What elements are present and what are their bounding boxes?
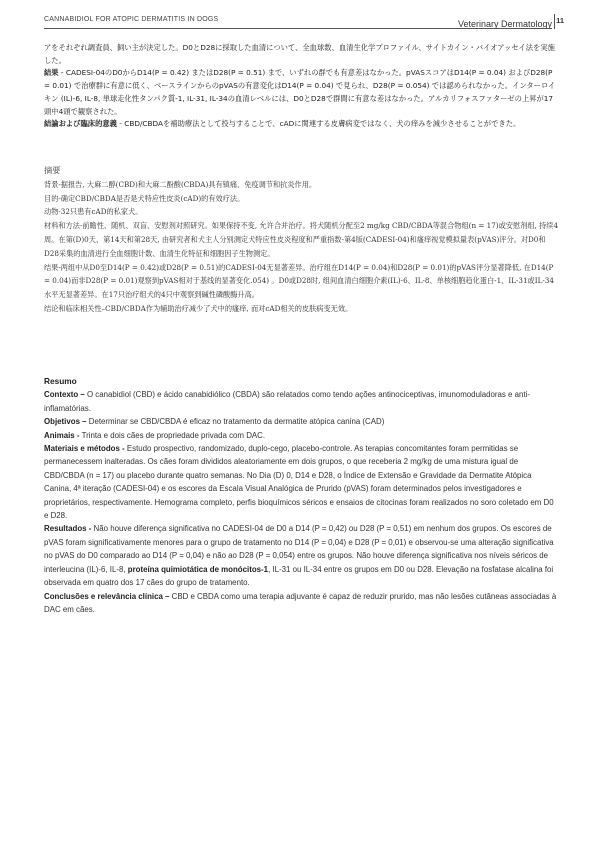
- jp-conclusions-label: 結論および臨床的意義: [44, 119, 117, 129]
- japanese-abstract: [44, 42, 559, 131]
- pt-objectives-text: Determinar se CBD/CBDA é eficaz no tratamento da dermatite atópica canina (CAD): [86, 417, 385, 427]
- pt-title: Resumo: [44, 376, 77, 386]
- journal-name: Veterinary Dermatology: [457, 19, 552, 29]
- pt-objectives-label: Objetivos –: [44, 417, 87, 427]
- pt-results-label: Resultados -: [44, 524, 92, 534]
- jp-results: [44, 67, 559, 118]
- pt-methods: [44, 442, 559, 522]
- chinese-abstract: [44, 164, 559, 316]
- cn-animals: 动物-32只患有cAD的私家犬。: [44, 207, 143, 217]
- pt-animals: [44, 429, 559, 442]
- cn-background: 背景-据报告, 大麻二醇(CBD)和大麻二酚酸(CBDA)具有镇痛、免疫调节和抗炎作用。: [44, 179, 317, 189]
- running-head: [44, 12, 564, 34]
- pt-conclusions-text: CBD e CBDA como uma terapia adjuvante é capaz de reduzir prurido, mas não lesões cutâneas associadas à DAC em cães.: [44, 591, 557, 614]
- jp-results-label: 結果: [44, 68, 59, 78]
- jp-conclusions-text: - CBD/CBDAを補助療法として投与することで、cADに関連する皮膚病変ではなく、犬の痒みを減少させることができた。: [116, 119, 521, 129]
- page-number: 11: [556, 16, 564, 25]
- cn-objective: 目的-确定CBD/CBDA是否是犬特应性皮炎(cAD)的有效疗法。: [44, 193, 245, 203]
- portuguese-abstract: [44, 375, 559, 616]
- pt-results-text-a: Não houve diferença significativa no CADESI-04 de D0 a D14 (P = 0,42) ou D28 (P = 0,51) em nenhum dos grupos. Os escores de pVAS foram significativamente menores para o grupo de tratamento no D14 (P = 0,04) e D28 (P = 0,01) e observou-se uma alteração significativa no pVAS do D0 comparado ao D14 (P = 0,04) e não ao D28 (P = 0,054) entre os grupos. Não houve diferença significativa nos níveis séricos de interleucina (IL)-6, IL-8,: [44, 524, 554, 574]
- pt-results: [44, 522, 559, 589]
- header-tick: [554, 14, 555, 29]
- pt-context: [44, 388, 559, 415]
- jp-conclusions: [44, 118, 559, 131]
- pt-conclusions-label: Conclusões e relevância clínica –: [44, 591, 170, 601]
- cn-methods: 材料和方法-前瞻性、随机、双盲、安慰剂对照研究。如果保持不变, 允许合并治疗。将犬随机分配至2 mg/kg CBD/CBDA等混合物组(n = 17)或安慰剂组, 持续4周。在第(D)0天、第14天和第28天, 由研究者和犬主人分别测定犬特应性皮炎程度和严重指数-第4版(CADESI-04)和瘙痒视觉模拟量表(pVAS)评分。对D0和D28采集的血清进行全血细胞计数、血清生化特征和细胞因子生物测定。: [44, 221, 559, 258]
- pt-methods-label: Materiais e métodos -: [44, 444, 125, 454]
- cn-conclusions: 结论和临床相关性–CBD/CBDA作为辅助治疗减少了犬中的瘙痒, 而对cAD相关的皮肤病变无效。: [44, 303, 353, 313]
- pt-animals-text: Trinta e dois cães de propriedade privada com DAC.: [79, 430, 266, 440]
- pt-methods-text: Estudo prospectivo, randomizado, duplo-cego, placebo-controle. As terapias concomitantes foram permitidas se permanecessem inalteradas. Os cães foram divididos aleatoriamente em dois grupos, o que receberia 2 mg/kg de uma mistura igual de CBD/CBDA (n = 17) ou placebo durante quatro semanas. No Dia (D) 0, D14 e D28, o Índice de Extensão e Gravidade da Dermatite Atópica Canina, 4ª iteração (CADESI-04) e os escores da Escala Visual Analógica de Prurido (pVAS) foram determinados pelos investigadores e proprietários, respectivamente. Hemograma completo, perfis bioquímicos séricos e ensaios de citocinas foram realizados no soro coletado em D0 e D28.: [44, 444, 554, 521]
- pt-context-label: Contexto –: [44, 390, 85, 400]
- pt-conclusions: [44, 590, 559, 617]
- pt-results-bold: proteína quimiotática de monócitos-1: [127, 564, 269, 574]
- jp-continuation: アをそれぞれ調査員、飼い主が決定した。D0とD28に採取した血清について、全血球数、血清生化学プロファイル、サイトカイン・バイオアッセイ法を実施した。: [44, 43, 555, 65]
- cn-results: 结果-两组中从D0至D14(P = 0.42)或D28(P = 0.51)的CADESI-04无显著差异。治疗组在D14(P = 0.04)和D28(P = 0.01)的pVAS评分显著降低, 在D14(P = 0.04)而非D28(P = 0.01)观察到pVAS相对于基线的显著变化.054) 。D0或D28时, 组间血清白细胞介素(IL)-6、IL-8、单核细胞趋化蛋白-1、IL-31或IL-34水平无显著差异。在17只治疗组犬的4只中观察到碱性磷酸酶升高。: [44, 262, 554, 300]
- pt-results-text-b: , IL-31 ou IL-34 entre os grupos em D0 ou D28. Elevação na fosfatase alcalina foi observada em quatro dos 17 cães do grupo de tratamento.: [44, 564, 554, 588]
- pt-objectives: [44, 415, 559, 428]
- pt-context-text: O canabidiol (CBD) e ácido canabidiólico (CBDA) são relatados como tendo ações antinociceptivas, imunomoduladoras e anti-inflamatórias.: [44, 390, 530, 413]
- pt-animals-label: Animais -: [44, 430, 80, 440]
- running-title: CANNABIDIOL FOR ATOPIC DERMATITIS IN DOGS: [44, 16, 219, 23]
- jp-results-text: - CADESI-04のD0からD14(P = 0.42) またはD28(P = 0.51) まで、いずれの群でも有意差はなかった。pVASスコアはD14(P = 0.04) およびD28(P = 0.01) で治療群に有意に低く、ベースラインからのpVASの有意変化はD14(P = 0.04) で見られ、D28(P = 0.054) では認められなかった。インターロイキン (IL)-6, IL-8, 単球走化性タンパク質-1, IL-31, IL-34の血清レベルには、D0とD28で群間に有意な差はなかった。アルカリフォスファターゼの上昇が17頭中4頭で観察された。: [44, 68, 556, 116]
- header-rule: [44, 28, 552, 29]
- cn-title: 摘要: [44, 165, 61, 175]
